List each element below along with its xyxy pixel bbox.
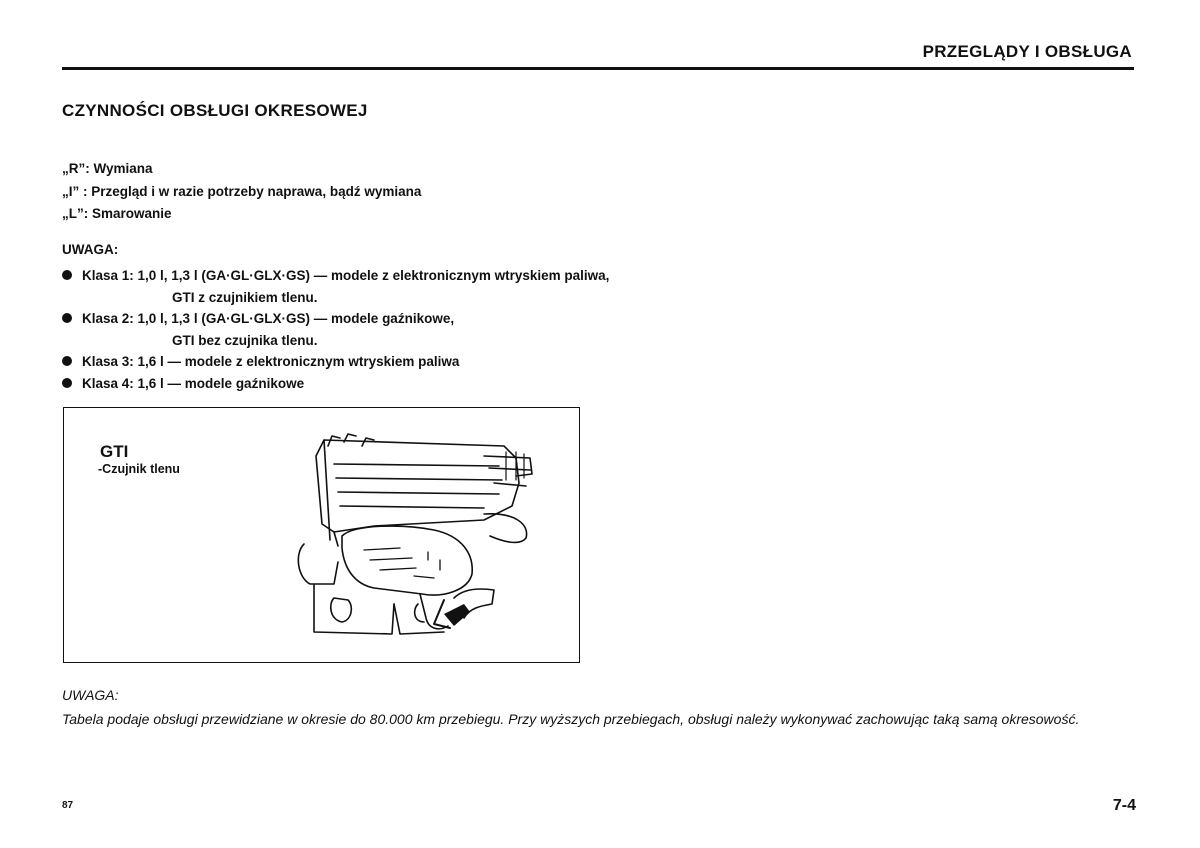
class-line: Klasa 2: 1,0 l, 1,3 l (GA·GL·GLX·GS) — modele gaźnikowe, <box>82 311 455 326</box>
class-item-2 <box>62 308 609 351</box>
legend-item-r: „R”: Wymiana <box>62 161 153 176</box>
class-item-1 <box>62 265 609 308</box>
header-rule <box>62 67 1134 70</box>
class-line: Klasa 4: 1,6 l — modele gaźnikowe <box>82 375 305 391</box>
class-item-4 <box>62 373 609 395</box>
legend-item-i: „I” : Przegląd i w razie potrzeby naprawa, bądź wymiana <box>62 183 422 199</box>
class-line: Klasa 1: 1,0 l, 1,3 l (GA·GL·GLX·GS) — modele z elektronicznym wtryskiem paliwa, <box>82 268 610 283</box>
figure-sublabel: -Czujnik tlenu <box>98 462 180 476</box>
engine-illustration <box>294 428 534 643</box>
section-title: CZYNNOŚCI OBSŁUGI OKRESOWEJ <box>62 101 368 120</box>
section-number: 7-4 <box>1112 797 1136 814</box>
class-line-continued: GTI z czujnikiem tlenu. <box>172 289 318 305</box>
class-list <box>62 265 609 394</box>
note2-heading: UWAGA: <box>62 687 119 703</box>
class-line: Klasa 3: 1,6 l — modele z elektronicznym wtryskiem paliwa <box>82 354 460 369</box>
legend-item-l: „L”: Smarowanie <box>62 206 172 221</box>
figure-label: GTI <box>100 442 129 461</box>
class-line-continued: GTI bez czujnika tlenu. <box>172 332 318 348</box>
bullet-icon <box>62 356 72 366</box>
bullet-icon <box>62 270 72 280</box>
header-title: PRZEGLĄDY I OBSŁUGA <box>922 42 1132 61</box>
class-item-3 <box>62 351 609 373</box>
bullet-icon <box>62 378 72 388</box>
page-number: 87 <box>62 800 74 811</box>
figure-box <box>63 407 580 663</box>
note2-text: Tabela podaje obsługi przewidziane w okresie do 80.000 km przebiegu. Przy wyższych przebiegach, obsługi należy wykonywać zachowując taką samą okresowość. <box>62 711 1080 727</box>
legend-list <box>62 158 421 226</box>
note-heading: UWAGA: <box>62 242 119 257</box>
bullet-icon <box>62 313 72 323</box>
